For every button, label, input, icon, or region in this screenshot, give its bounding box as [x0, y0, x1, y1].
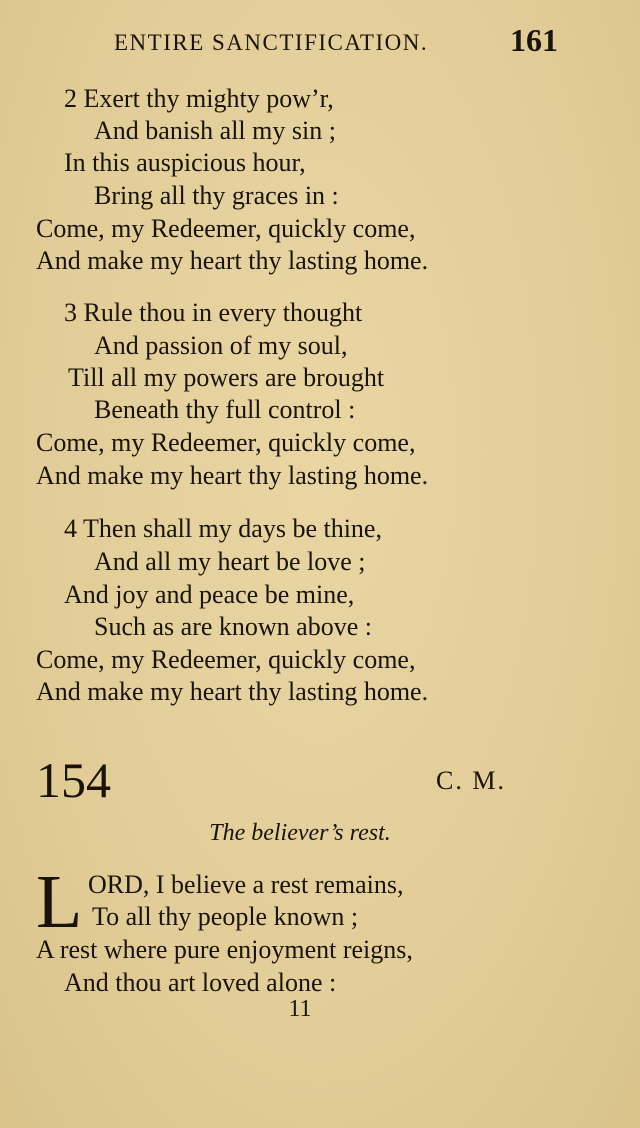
verse-line: And make my heart thy lasting home. [36, 246, 429, 275]
verse-line: 4 Then shall my days be thine, [64, 514, 382, 543]
page-number: 161 [510, 22, 558, 58]
verse-line: And passion of my soul, [94, 331, 348, 360]
running-title: ENTIRE SANCTIFICATION. [114, 30, 429, 55]
hymn-meter: C. M. [436, 766, 506, 795]
verse-line: And make my heart thy lasting home. [36, 461, 429, 490]
verse-line: 2 Exert thy mighty pow’r, [64, 84, 334, 113]
verse-line: And banish all my sin ; [94, 116, 336, 145]
hymn-line: To all thy people known ; [92, 902, 359, 931]
hymn-number: 154 [36, 752, 111, 808]
hymn-line: And thou art loved alone : [64, 968, 337, 997]
verse-line: Come, my Redeemer, quickly come, [36, 645, 416, 674]
verse-line: Beneath thy full control : [94, 395, 356, 424]
hymn-line: ORD, I believe a rest remains, [88, 870, 404, 899]
verse-line: Such as are known above : [94, 612, 372, 641]
verse-line: And joy and peace be mine, [64, 580, 355, 609]
hymn-line: A rest where pure enjoyment reigns, [36, 935, 413, 964]
verse-line: 3 Rule thou in every thought [64, 298, 363, 327]
signature-mark: 11 [288, 996, 312, 1022]
drop-cap: L [36, 860, 83, 944]
verse-line: And make my heart thy lasting home. [36, 677, 429, 706]
verse-line: Till all my powers are brought [68, 363, 385, 392]
verse-line: Come, my Redeemer, quickly come, [36, 214, 416, 243]
verse-line: And all my heart be love ; [94, 547, 366, 576]
verse-line: In this auspicious hour, [64, 148, 306, 177]
hymn-subtitle: The believer’s rest. [209, 820, 391, 846]
verse-line: Come, my Redeemer, quickly come, [36, 428, 416, 457]
running-header [114, 22, 564, 58]
verse-line: Bring all thy graces in : [94, 181, 339, 210]
